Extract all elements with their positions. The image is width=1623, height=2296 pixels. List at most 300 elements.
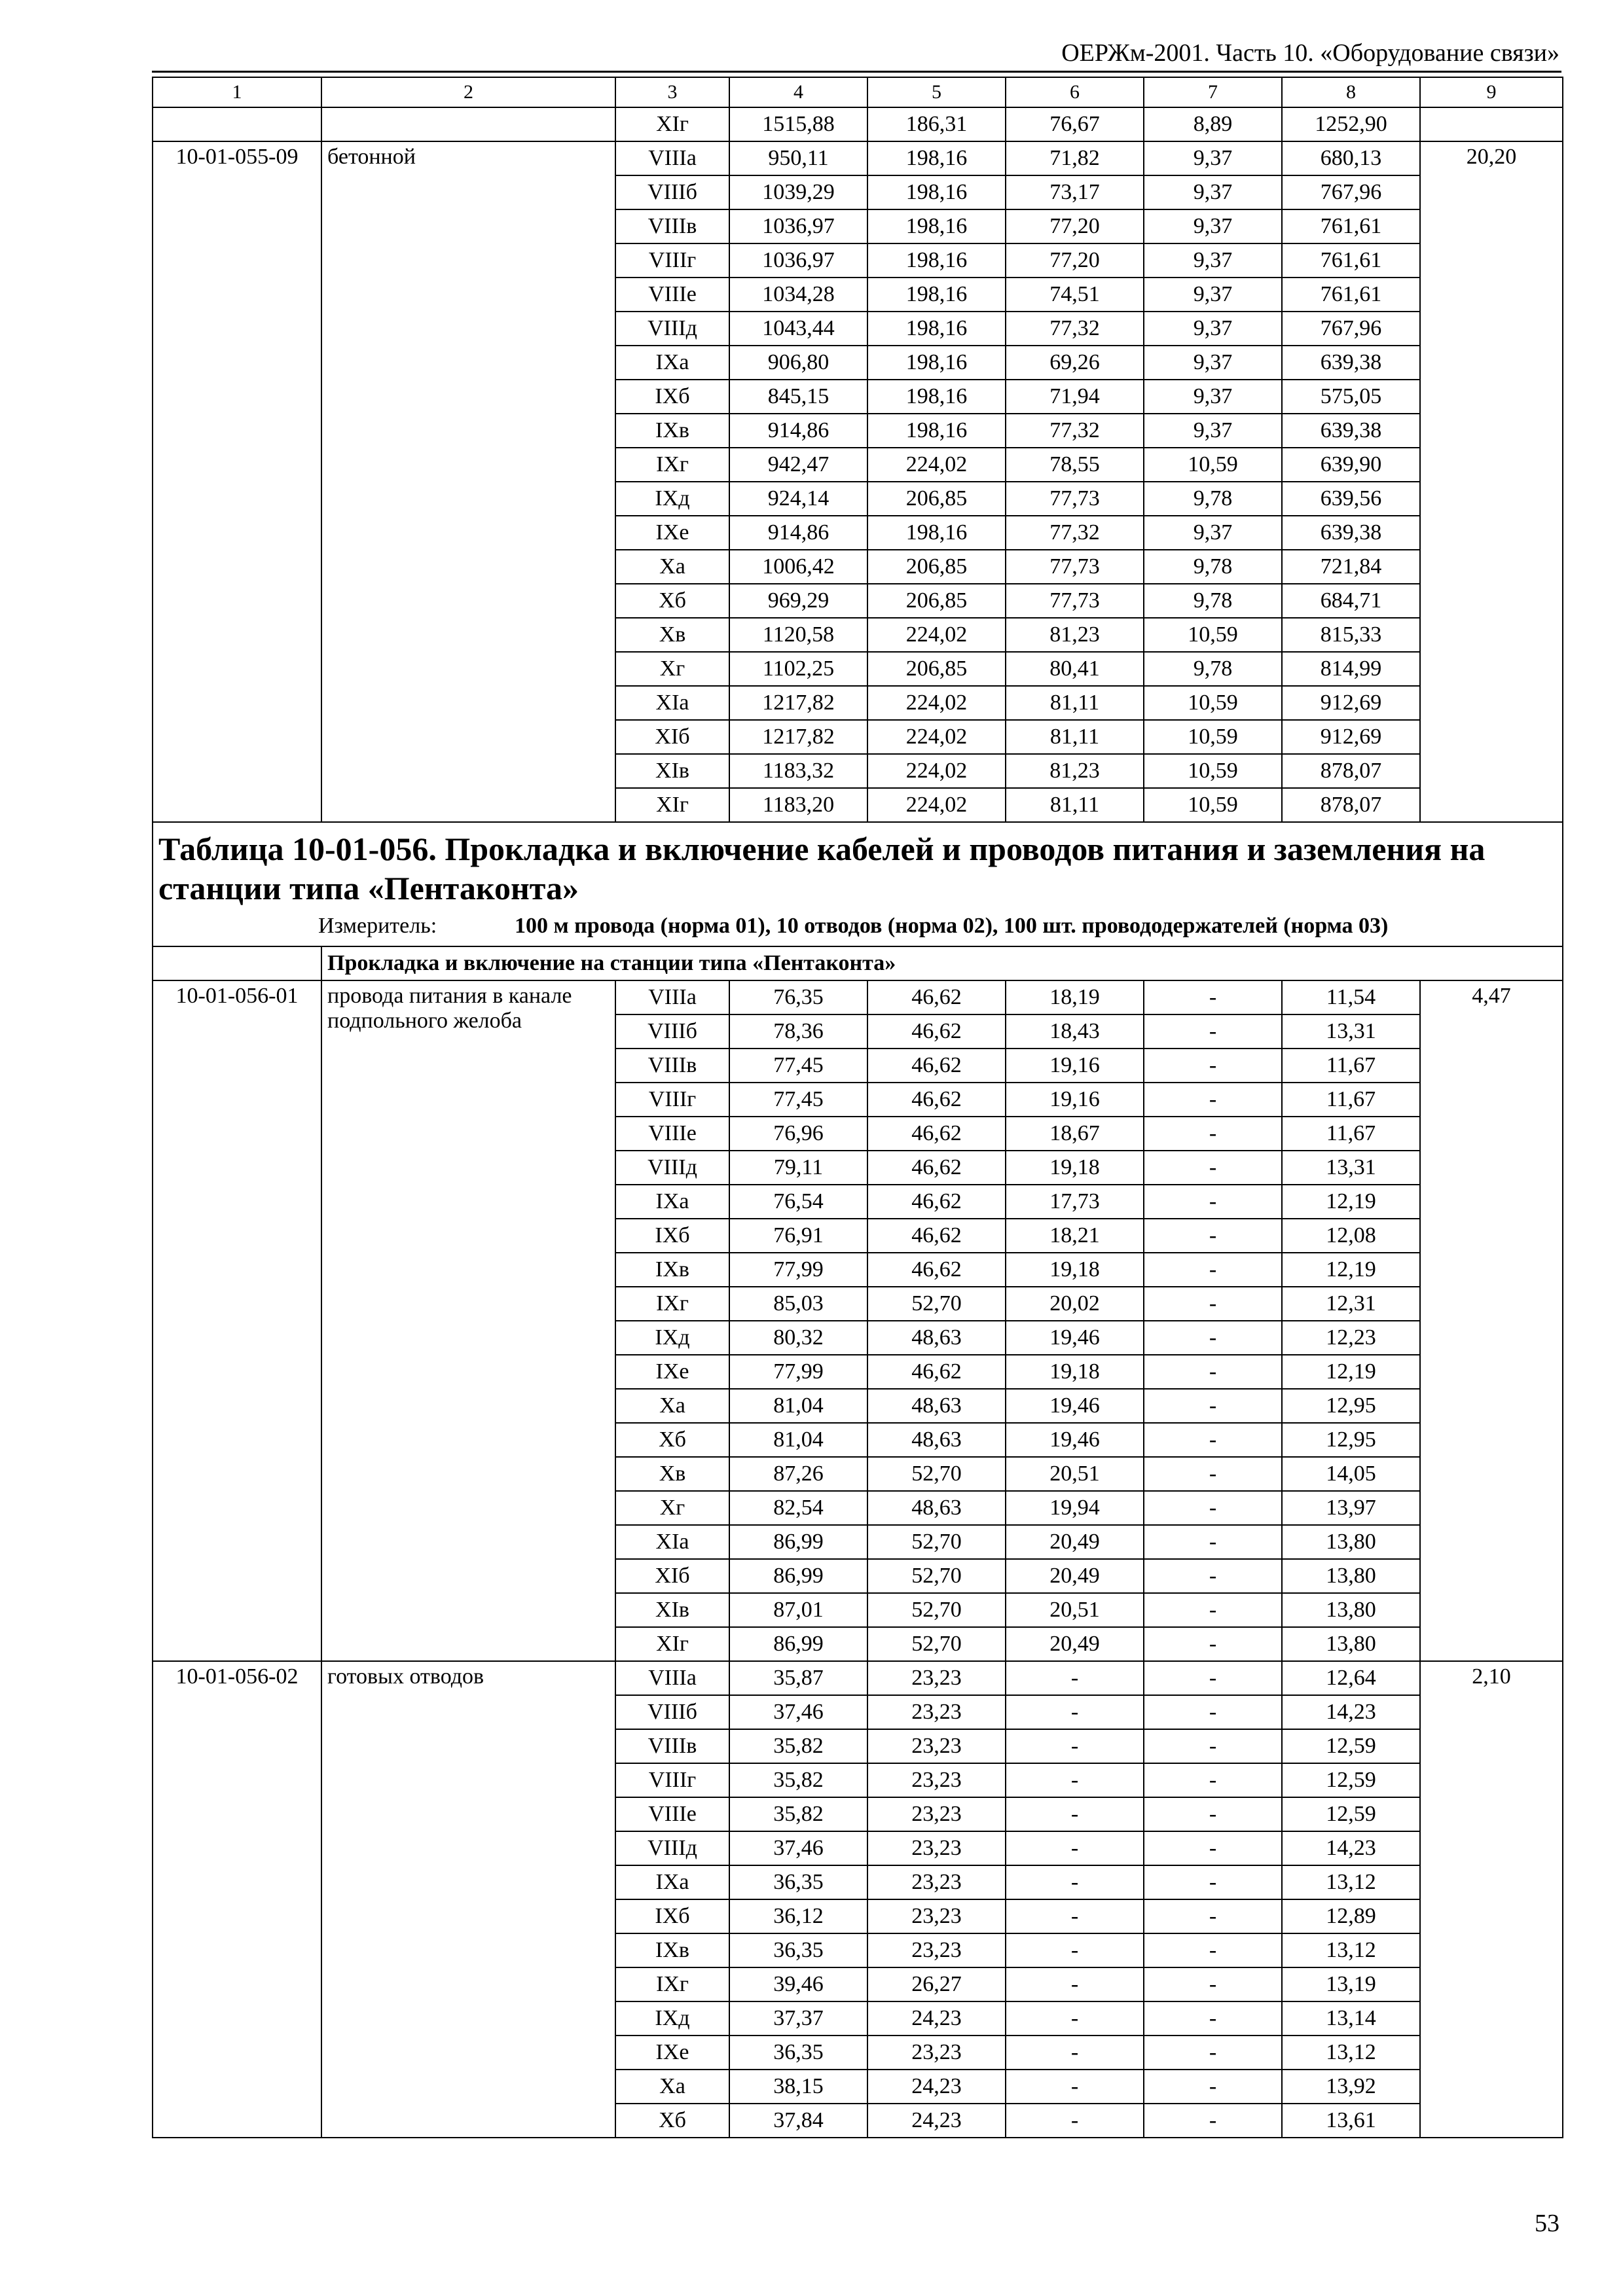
value-cell: 19,94 bbox=[1006, 1491, 1144, 1525]
value-cell: - bbox=[1144, 1729, 1282, 1763]
value-cell: 639,90 bbox=[1282, 448, 1420, 482]
value-cell: 46,62 bbox=[867, 1117, 1006, 1151]
value-cell: 18,43 bbox=[1006, 1014, 1144, 1049]
value-cell: 19,46 bbox=[1006, 1389, 1144, 1423]
value-cell: 912,69 bbox=[1282, 686, 1420, 720]
category-cell: IXд bbox=[615, 2001, 729, 2036]
header-rule bbox=[152, 71, 1561, 73]
category-cell: VIIIе bbox=[615, 1117, 729, 1151]
column-number: 2 bbox=[321, 77, 615, 107]
value-cell: 23,23 bbox=[867, 1729, 1006, 1763]
table-row bbox=[153, 141, 1563, 175]
category-cell: VIIIа bbox=[615, 141, 729, 175]
value-cell: 81,04 bbox=[729, 1389, 867, 1423]
category-cell: Xб bbox=[615, 1423, 729, 1457]
value-cell: 1034,28 bbox=[729, 278, 867, 312]
value-cell: 10,59 bbox=[1144, 686, 1282, 720]
value-cell: 12,95 bbox=[1282, 1389, 1420, 1423]
category-cell: IXа bbox=[615, 1865, 729, 1899]
category-cell: VIIIг bbox=[615, 243, 729, 278]
value-cell: 9,37 bbox=[1144, 414, 1282, 448]
value-cell: 198,16 bbox=[867, 312, 1006, 346]
value-cell: 639,38 bbox=[1282, 346, 1420, 380]
empty-cell bbox=[153, 107, 321, 141]
value-cell: 1183,20 bbox=[729, 788, 867, 822]
value-cell: 9,37 bbox=[1144, 312, 1282, 346]
value-cell: - bbox=[1144, 1525, 1282, 1559]
value-cell: 38,15 bbox=[729, 2070, 867, 2104]
value-cell: - bbox=[1006, 2001, 1144, 2036]
value-cell: 76,67 bbox=[1006, 107, 1144, 141]
value-cell: 878,07 bbox=[1282, 754, 1420, 788]
value-cell: 186,31 bbox=[867, 107, 1006, 141]
value-cell: 48,63 bbox=[867, 1423, 1006, 1457]
value-cell: 224,02 bbox=[867, 720, 1006, 754]
category-cell: XIг bbox=[615, 107, 729, 141]
value-cell: 12,19 bbox=[1282, 1185, 1420, 1219]
category-cell: Xа bbox=[615, 2070, 729, 2104]
value-cell: 36,35 bbox=[729, 1933, 867, 1967]
value-cell: 8,89 bbox=[1144, 107, 1282, 141]
value-cell: 19,16 bbox=[1006, 1049, 1144, 1083]
value-cell: 761,61 bbox=[1282, 243, 1420, 278]
value-cell: 20,51 bbox=[1006, 1457, 1144, 1491]
value-cell: - bbox=[1144, 1899, 1282, 1933]
category-cell: IXб bbox=[615, 1899, 729, 1933]
value-cell: 37,46 bbox=[729, 1831, 867, 1865]
value-cell: 17,73 bbox=[1006, 1185, 1144, 1219]
labor-rate: 2,10 bbox=[1420, 1661, 1563, 2138]
value-cell: 23,23 bbox=[867, 1661, 1006, 1695]
value-cell: 77,73 bbox=[1006, 482, 1144, 516]
value-cell: 77,99 bbox=[729, 1253, 867, 1287]
rate-code: 10-01-055-09 bbox=[153, 141, 321, 822]
value-cell: - bbox=[1144, 1491, 1282, 1525]
value-cell: 639,56 bbox=[1282, 482, 1420, 516]
value-cell: 13,97 bbox=[1282, 1491, 1420, 1525]
value-cell: 69,26 bbox=[1006, 346, 1144, 380]
value-cell: 1036,97 bbox=[729, 243, 867, 278]
value-cell: 9,37 bbox=[1144, 175, 1282, 209]
category-cell: VIIIа bbox=[615, 1661, 729, 1695]
value-cell: 18,21 bbox=[1006, 1219, 1144, 1253]
value-cell: 52,70 bbox=[867, 1457, 1006, 1491]
value-cell: 78,55 bbox=[1006, 448, 1144, 482]
value-cell: - bbox=[1144, 1389, 1282, 1423]
column-number: 8 bbox=[1282, 77, 1420, 107]
value-cell: 9,37 bbox=[1144, 516, 1282, 550]
value-cell: - bbox=[1006, 1899, 1144, 1933]
value-cell: 87,26 bbox=[729, 1457, 867, 1491]
value-cell: 9,78 bbox=[1144, 550, 1282, 584]
value-cell: 1252,90 bbox=[1282, 107, 1420, 141]
value-cell: 46,62 bbox=[867, 1151, 1006, 1185]
value-cell: 12,19 bbox=[1282, 1355, 1420, 1389]
value-cell: 23,23 bbox=[867, 1695, 1006, 1729]
value-cell: 80,41 bbox=[1006, 652, 1144, 686]
empty-cell bbox=[321, 107, 615, 141]
value-cell: 198,16 bbox=[867, 175, 1006, 209]
value-cell: 198,16 bbox=[867, 278, 1006, 312]
value-cell: 19,18 bbox=[1006, 1355, 1144, 1389]
category-cell: VIIIв bbox=[615, 1049, 729, 1083]
value-cell: 46,62 bbox=[867, 1185, 1006, 1219]
value-cell: 35,82 bbox=[729, 1729, 867, 1763]
value-cell: - bbox=[1006, 2036, 1144, 2070]
value-cell: 81,11 bbox=[1006, 720, 1144, 754]
category-cell: IXг bbox=[615, 1967, 729, 2001]
value-cell: 86,99 bbox=[729, 1627, 867, 1661]
value-cell: 13,80 bbox=[1282, 1593, 1420, 1627]
value-cell: - bbox=[1006, 2104, 1144, 2138]
value-cell: - bbox=[1144, 1049, 1282, 1083]
category-cell: Xг bbox=[615, 1491, 729, 1525]
category-cell: XIв bbox=[615, 754, 729, 788]
value-cell: - bbox=[1144, 1014, 1282, 1049]
value-cell: 11,67 bbox=[1282, 1117, 1420, 1151]
value-cell: - bbox=[1144, 1253, 1282, 1287]
value-cell: 81,23 bbox=[1006, 754, 1144, 788]
value-cell: 12,08 bbox=[1282, 1219, 1420, 1253]
value-cell: 9,37 bbox=[1144, 346, 1282, 380]
category-cell: IXе bbox=[615, 516, 729, 550]
value-cell: 761,61 bbox=[1282, 278, 1420, 312]
category-cell: Xа bbox=[615, 1389, 729, 1423]
value-cell: 13,80 bbox=[1282, 1525, 1420, 1559]
value-cell: 13,31 bbox=[1282, 1014, 1420, 1049]
labor-rate: 4,47 bbox=[1420, 980, 1563, 1661]
value-cell: 48,63 bbox=[867, 1389, 1006, 1423]
table-row bbox=[153, 980, 1563, 1014]
value-cell: 14,05 bbox=[1282, 1457, 1420, 1491]
value-cell: 9,37 bbox=[1144, 243, 1282, 278]
value-cell: 767,96 bbox=[1282, 312, 1420, 346]
value-cell: 198,16 bbox=[867, 346, 1006, 380]
page-number: 53 bbox=[1535, 2210, 1559, 2237]
value-cell: - bbox=[1144, 1763, 1282, 1797]
value-cell: - bbox=[1144, 1321, 1282, 1355]
value-cell: 81,04 bbox=[729, 1423, 867, 1457]
value-cell: 9,78 bbox=[1144, 482, 1282, 516]
category-cell: VIIIд bbox=[615, 312, 729, 346]
value-cell: - bbox=[1144, 1559, 1282, 1593]
value-cell: 1120,58 bbox=[729, 618, 867, 652]
value-cell: 639,38 bbox=[1282, 414, 1420, 448]
value-cell: 37,46 bbox=[729, 1695, 867, 1729]
column-number: 9 bbox=[1420, 77, 1563, 107]
work-name: готовых отводов bbox=[321, 1661, 615, 2138]
value-cell: 80,32 bbox=[729, 1321, 867, 1355]
value-cell: 52,70 bbox=[867, 1559, 1006, 1593]
value-cell: 1043,44 bbox=[729, 312, 867, 346]
value-cell: 77,73 bbox=[1006, 584, 1144, 618]
value-cell: 761,61 bbox=[1282, 209, 1420, 243]
value-cell: - bbox=[1006, 2070, 1144, 2104]
value-cell: - bbox=[1144, 2001, 1282, 2036]
value-cell: 81,11 bbox=[1006, 788, 1144, 822]
table-row bbox=[153, 1661, 1563, 1695]
value-cell: 13,12 bbox=[1282, 2036, 1420, 2070]
category-cell: VIIIе bbox=[615, 1797, 729, 1831]
value-cell: - bbox=[1144, 1117, 1282, 1151]
value-cell: 914,86 bbox=[729, 516, 867, 550]
value-cell: 9,78 bbox=[1144, 652, 1282, 686]
category-cell: IXг bbox=[615, 1287, 729, 1321]
category-cell: Xв bbox=[615, 1457, 729, 1491]
value-cell: 23,23 bbox=[867, 1831, 1006, 1865]
value-cell: 19,46 bbox=[1006, 1321, 1144, 1355]
value-cell: 12,23 bbox=[1282, 1321, 1420, 1355]
value-cell: - bbox=[1144, 1933, 1282, 1967]
category-cell: VIIIб bbox=[615, 1695, 729, 1729]
value-cell: 1102,25 bbox=[729, 652, 867, 686]
value-cell: 9,37 bbox=[1144, 380, 1282, 414]
value-cell: 950,11 bbox=[729, 141, 867, 175]
category-cell: IXв bbox=[615, 414, 729, 448]
value-cell: 24,23 bbox=[867, 2001, 1006, 2036]
value-cell: 11,67 bbox=[1282, 1049, 1420, 1083]
value-cell: 77,20 bbox=[1006, 243, 1144, 278]
category-cell: XIб bbox=[615, 720, 729, 754]
column-number: 4 bbox=[729, 77, 867, 107]
value-cell: 23,23 bbox=[867, 1865, 1006, 1899]
value-cell: 76,91 bbox=[729, 1219, 867, 1253]
column-number: 7 bbox=[1144, 77, 1282, 107]
value-cell: 13,12 bbox=[1282, 1933, 1420, 1967]
value-cell: 10,59 bbox=[1144, 788, 1282, 822]
value-cell: 36,12 bbox=[729, 1899, 867, 1933]
value-cell: 10,59 bbox=[1144, 618, 1282, 652]
value-cell: 20,49 bbox=[1006, 1559, 1144, 1593]
category-cell: IXа bbox=[615, 346, 729, 380]
value-cell: 684,71 bbox=[1282, 584, 1420, 618]
value-cell: 13,92 bbox=[1282, 2070, 1420, 2104]
value-cell: 48,63 bbox=[867, 1321, 1006, 1355]
value-cell: 12,59 bbox=[1282, 1797, 1420, 1831]
value-cell: - bbox=[1144, 1661, 1282, 1695]
value-cell: 10,59 bbox=[1144, 448, 1282, 482]
value-cell: 81,23 bbox=[1006, 618, 1144, 652]
value-cell: 18,67 bbox=[1006, 1117, 1144, 1151]
empty-cell bbox=[153, 946, 321, 980]
value-cell: 82,54 bbox=[729, 1491, 867, 1525]
value-cell: - bbox=[1144, 1423, 1282, 1457]
value-cell: 86,99 bbox=[729, 1559, 867, 1593]
labor-rate: 20,20 bbox=[1420, 141, 1563, 822]
value-cell: - bbox=[1006, 1661, 1144, 1695]
category-cell: VIIIе bbox=[615, 278, 729, 312]
value-cell: 814,99 bbox=[1282, 652, 1420, 686]
value-cell: 13,12 bbox=[1282, 1865, 1420, 1899]
value-cell: 10,59 bbox=[1144, 720, 1282, 754]
work-name: провода питания в канале подпольного желоба bbox=[321, 980, 615, 1661]
category-cell: VIIIг bbox=[615, 1083, 729, 1117]
value-cell: 46,62 bbox=[867, 1355, 1006, 1389]
value-cell: 224,02 bbox=[867, 448, 1006, 482]
value-cell: 198,16 bbox=[867, 243, 1006, 278]
column-number-row bbox=[153, 77, 1563, 107]
value-cell: 23,23 bbox=[867, 1899, 1006, 1933]
value-cell: 46,62 bbox=[867, 1253, 1006, 1287]
category-cell: IXе bbox=[615, 1355, 729, 1389]
value-cell: 46,62 bbox=[867, 1219, 1006, 1253]
value-cell: - bbox=[1144, 1355, 1282, 1389]
value-cell: 14,23 bbox=[1282, 1831, 1420, 1865]
value-cell: - bbox=[1144, 1219, 1282, 1253]
value-cell: 13,80 bbox=[1282, 1627, 1420, 1661]
category-cell: IXе bbox=[615, 2036, 729, 2070]
value-cell: 206,85 bbox=[867, 482, 1006, 516]
category-cell: IXб bbox=[615, 1219, 729, 1253]
value-cell: 1217,82 bbox=[729, 720, 867, 754]
value-cell: - bbox=[1144, 1185, 1282, 1219]
value-cell: 52,70 bbox=[867, 1525, 1006, 1559]
category-cell: Xа bbox=[615, 550, 729, 584]
measure-label: Измеритель: bbox=[318, 914, 437, 938]
value-cell: - bbox=[1144, 1695, 1282, 1729]
value-cell: 26,27 bbox=[867, 1967, 1006, 2001]
section-row bbox=[153, 946, 1563, 980]
value-cell: 71,82 bbox=[1006, 141, 1144, 175]
column-number: 3 bbox=[615, 77, 729, 107]
value-cell: - bbox=[1144, 1831, 1282, 1865]
value-cell: 639,38 bbox=[1282, 516, 1420, 550]
value-cell: 20,49 bbox=[1006, 1627, 1144, 1661]
value-cell: 46,62 bbox=[867, 1049, 1006, 1083]
value-cell: 206,85 bbox=[867, 550, 1006, 584]
value-cell: 19,46 bbox=[1006, 1423, 1144, 1457]
value-cell: 969,29 bbox=[729, 584, 867, 618]
value-cell: 73,17 bbox=[1006, 175, 1144, 209]
value-cell: 81,11 bbox=[1006, 686, 1144, 720]
value-cell: - bbox=[1006, 1729, 1144, 1763]
category-cell: IXа bbox=[615, 1185, 729, 1219]
value-cell: 86,99 bbox=[729, 1525, 867, 1559]
value-cell: 46,62 bbox=[867, 1014, 1006, 1049]
value-cell: - bbox=[1144, 1865, 1282, 1899]
value-cell: 198,16 bbox=[867, 380, 1006, 414]
table-title-cell bbox=[153, 822, 1563, 946]
value-cell: 912,69 bbox=[1282, 720, 1420, 754]
table-title: Таблица 10-01-056. Прокладка и включение кабелей и проводов питания и заземления на bbox=[158, 831, 1486, 867]
category-cell: XIа bbox=[615, 686, 729, 720]
value-cell: 37,84 bbox=[729, 2104, 867, 2138]
value-cell: - bbox=[1144, 1151, 1282, 1185]
value-cell: - bbox=[1006, 1797, 1144, 1831]
value-cell: 77,73 bbox=[1006, 550, 1144, 584]
value-cell: 878,07 bbox=[1282, 788, 1420, 822]
category-cell: IXд bbox=[615, 482, 729, 516]
category-cell: Xб bbox=[615, 2104, 729, 2138]
value-cell: - bbox=[1144, 1627, 1282, 1661]
value-cell: 12,64 bbox=[1282, 1661, 1420, 1695]
value-cell: 206,85 bbox=[867, 584, 1006, 618]
rates-table bbox=[152, 77, 1563, 2138]
value-cell: 680,13 bbox=[1282, 141, 1420, 175]
section-title: Прокладка и включение на станции типа «Пентаконта» bbox=[321, 946, 1563, 980]
value-cell: 575,05 bbox=[1282, 380, 1420, 414]
category-cell: IXв bbox=[615, 1933, 729, 1967]
value-cell: 10,59 bbox=[1144, 754, 1282, 788]
value-cell: - bbox=[1144, 1287, 1282, 1321]
value-cell: 12,89 bbox=[1282, 1899, 1420, 1933]
value-cell: 74,51 bbox=[1006, 278, 1144, 312]
category-cell: XIа bbox=[615, 1525, 729, 1559]
measure-line bbox=[318, 912, 1557, 941]
value-cell: 19,16 bbox=[1006, 1083, 1144, 1117]
value-cell: 198,16 bbox=[867, 209, 1006, 243]
value-cell: 13,80 bbox=[1282, 1559, 1420, 1593]
value-cell: 11,54 bbox=[1282, 980, 1420, 1014]
value-cell: 76,96 bbox=[729, 1117, 867, 1151]
value-cell: 13,19 bbox=[1282, 1967, 1420, 2001]
work-name: бетонной bbox=[321, 141, 615, 822]
rate-code: 10-01-056-02 bbox=[153, 1661, 321, 2138]
value-cell: - bbox=[1006, 1831, 1144, 1865]
value-cell: 19,18 bbox=[1006, 1253, 1144, 1287]
category-cell: IXб bbox=[615, 380, 729, 414]
value-cell: 1183,32 bbox=[729, 754, 867, 788]
value-cell: 23,23 bbox=[867, 1763, 1006, 1797]
value-cell: 12,31 bbox=[1282, 1287, 1420, 1321]
value-cell: 78,36 bbox=[729, 1014, 867, 1049]
value-cell: 815,33 bbox=[1282, 618, 1420, 652]
rate-code: 10-01-056-01 bbox=[153, 980, 321, 1661]
value-cell: 13,31 bbox=[1282, 1151, 1420, 1185]
category-cell: IXд bbox=[615, 1321, 729, 1355]
value-cell: 198,16 bbox=[867, 414, 1006, 448]
value-cell: 52,70 bbox=[867, 1287, 1006, 1321]
category-cell: Xв bbox=[615, 618, 729, 652]
category-cell: IXв bbox=[615, 1253, 729, 1287]
value-cell: 18,19 bbox=[1006, 980, 1144, 1014]
value-cell: 20,49 bbox=[1006, 1525, 1144, 1559]
value-cell: 24,23 bbox=[867, 2070, 1006, 2104]
value-cell: - bbox=[1144, 1457, 1282, 1491]
value-cell: 224,02 bbox=[867, 788, 1006, 822]
value-cell: - bbox=[1144, 1797, 1282, 1831]
category-cell: VIIIв bbox=[615, 209, 729, 243]
value-cell: 914,86 bbox=[729, 414, 867, 448]
value-cell: 1006,42 bbox=[729, 550, 867, 584]
value-cell: 46,62 bbox=[867, 980, 1006, 1014]
value-cell: 1515,88 bbox=[729, 107, 867, 141]
value-cell: 77,99 bbox=[729, 1355, 867, 1389]
value-cell: 23,23 bbox=[867, 1933, 1006, 1967]
value-cell: - bbox=[1006, 1763, 1144, 1797]
table-title-row bbox=[153, 822, 1563, 946]
value-cell: 20,02 bbox=[1006, 1287, 1144, 1321]
value-cell: 71,94 bbox=[1006, 380, 1144, 414]
value-cell: 198,16 bbox=[867, 516, 1006, 550]
column-number: 5 bbox=[867, 77, 1006, 107]
value-cell: 39,46 bbox=[729, 1967, 867, 2001]
value-cell: 52,70 bbox=[867, 1627, 1006, 1661]
category-cell: Xб bbox=[615, 584, 729, 618]
value-cell: - bbox=[1006, 1865, 1144, 1899]
value-cell: 224,02 bbox=[867, 686, 1006, 720]
value-cell: 76,35 bbox=[729, 980, 867, 1014]
value-cell: 37,37 bbox=[729, 2001, 867, 2036]
category-cell: VIIIд bbox=[615, 1151, 729, 1185]
value-cell: 1039,29 bbox=[729, 175, 867, 209]
empty-cell bbox=[1420, 107, 1563, 141]
value-cell: 12,19 bbox=[1282, 1253, 1420, 1287]
value-cell: 77,32 bbox=[1006, 516, 1144, 550]
value-cell: 13,14 bbox=[1282, 2001, 1420, 2036]
category-cell: VIIIд bbox=[615, 1831, 729, 1865]
category-cell: VIIIб bbox=[615, 175, 729, 209]
